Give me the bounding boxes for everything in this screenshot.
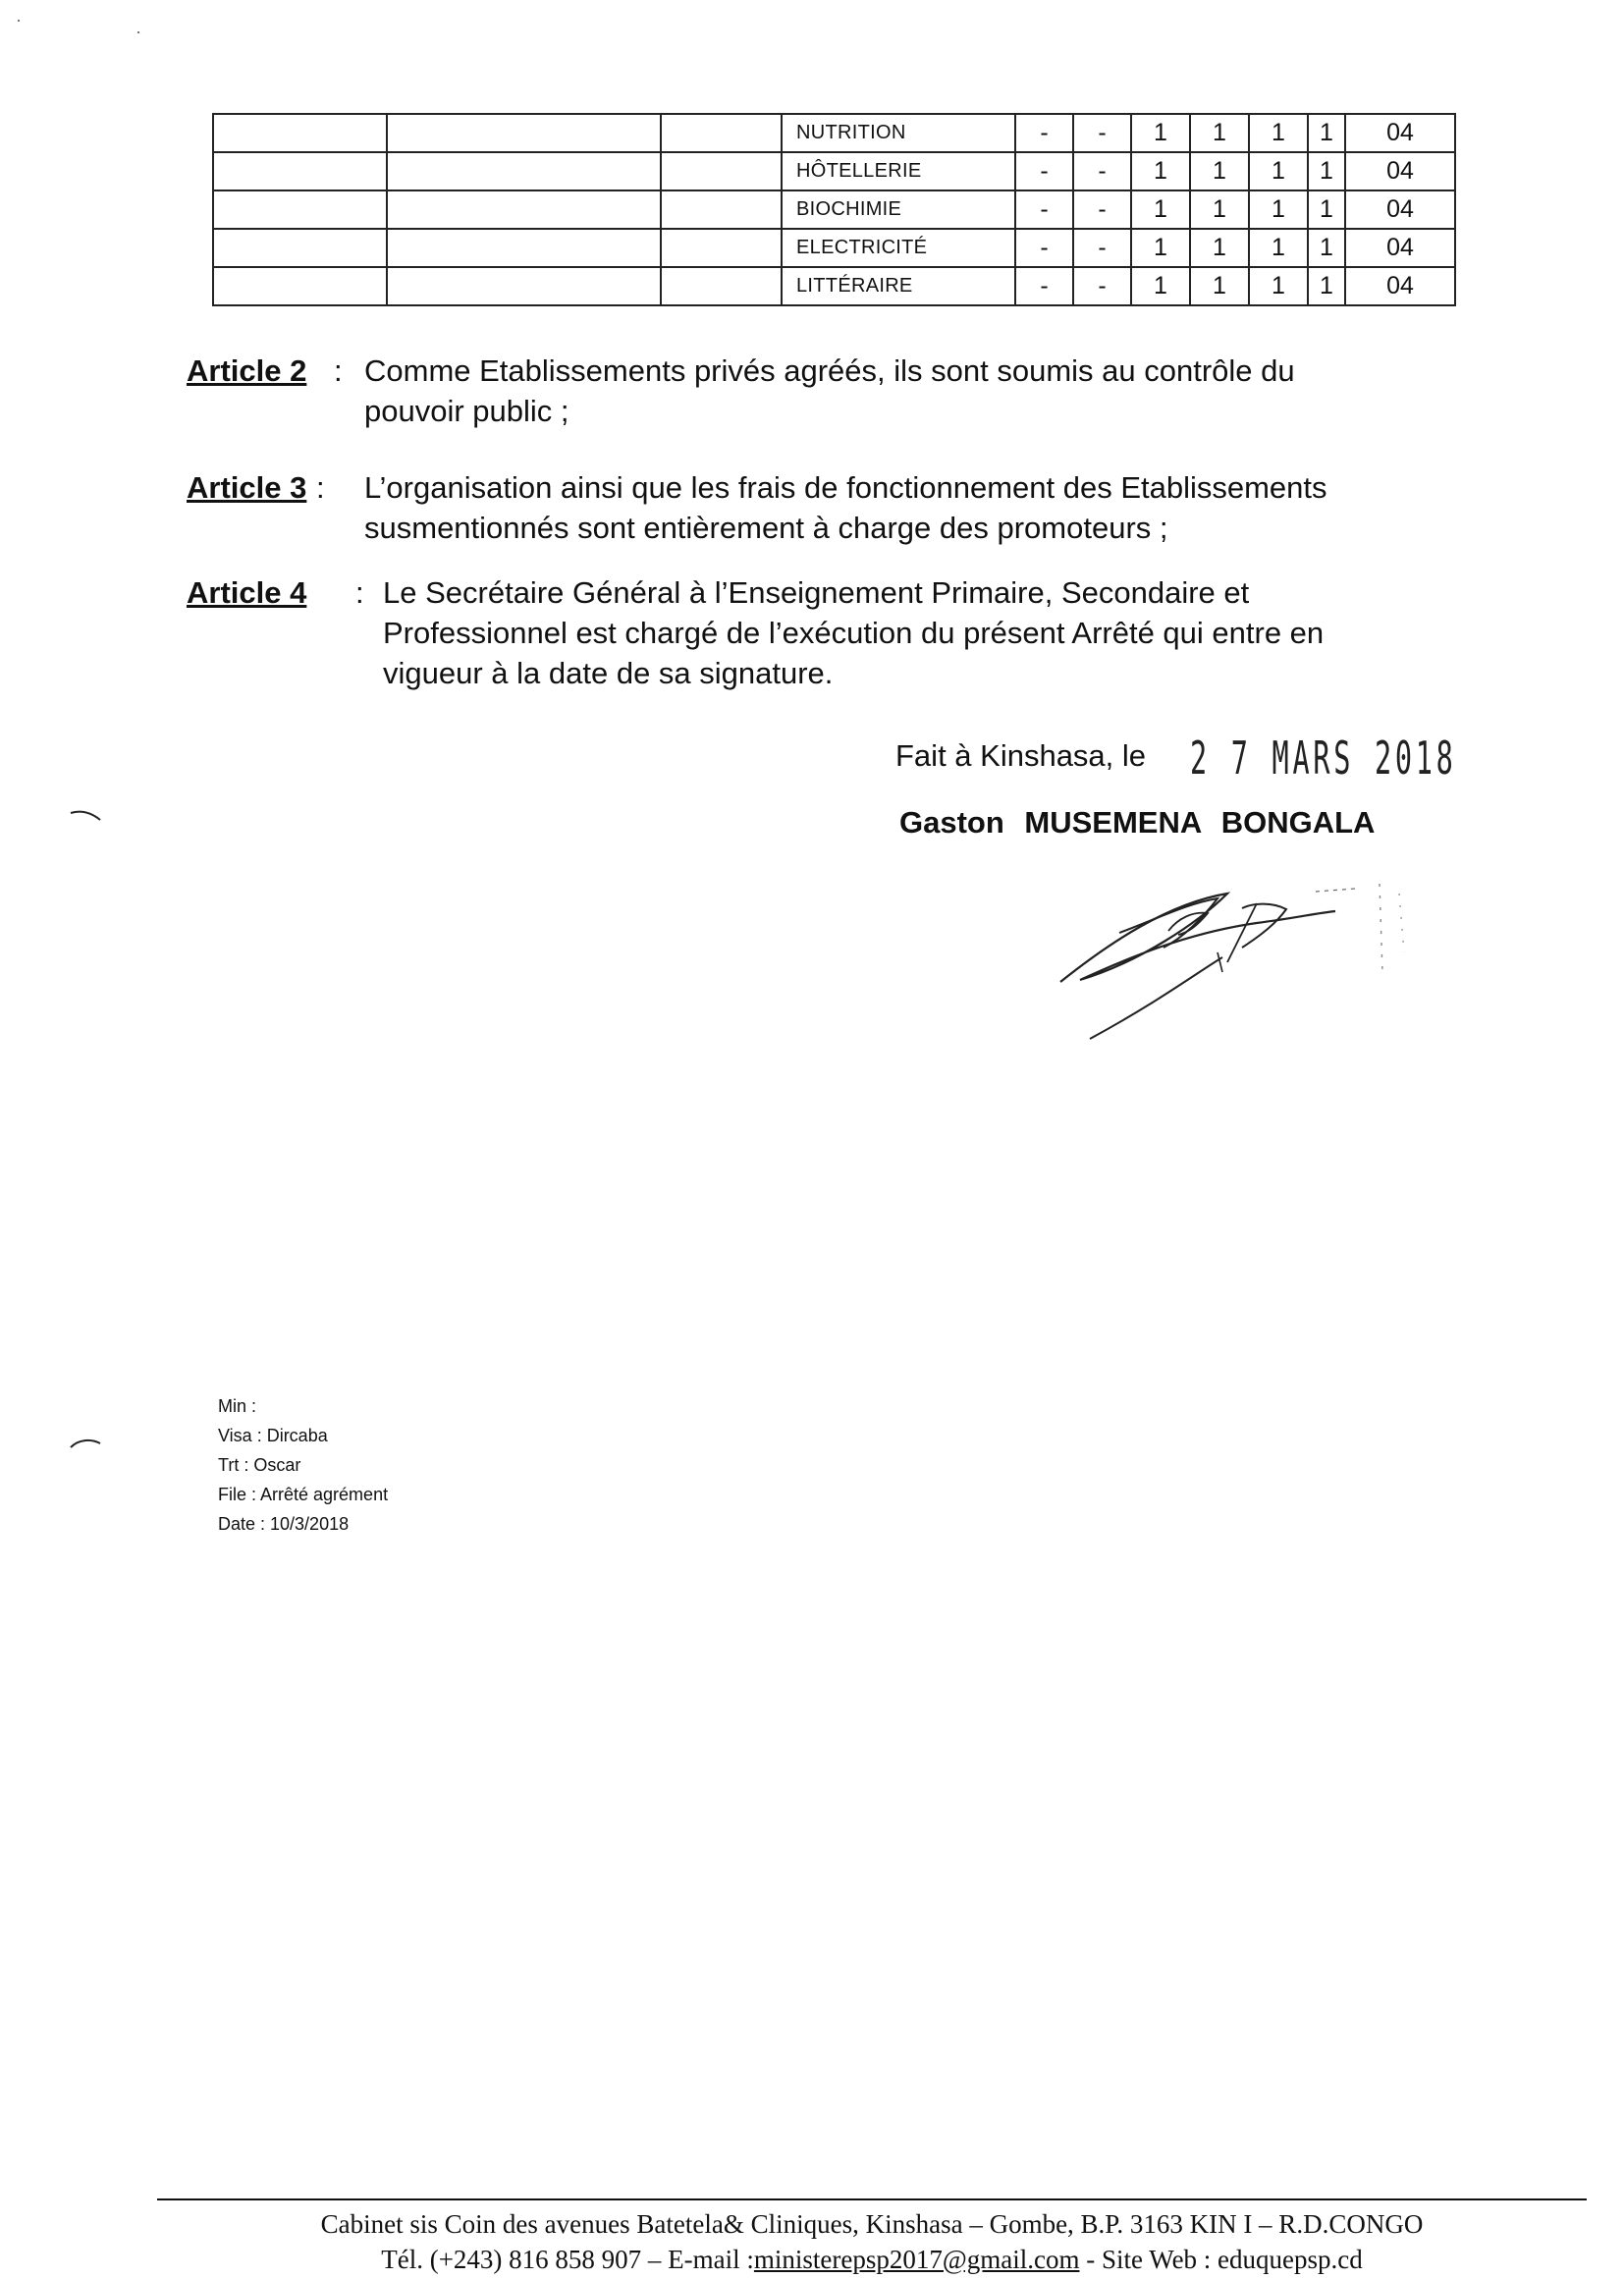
value-cell: 1 — [1308, 267, 1345, 305]
value-cell: 1 — [1131, 114, 1190, 152]
value-cell: 1 — [1308, 114, 1345, 152]
value-cell: 1 — [1308, 152, 1345, 190]
scan-speck — [18, 20, 20, 22]
total-cell: 04 — [1345, 152, 1455, 190]
empty-cell — [213, 152, 387, 190]
value-cell: 1 — [1190, 190, 1249, 229]
file-metadata — [218, 1391, 388, 1539]
article-text-line: Le Secrétaire Général à l’Enseignement Primaire, Secondaire et — [383, 575, 1250, 610]
article-label: Article 2 — [187, 353, 307, 388]
article-text-line: Professionnel est chargé de l’exécution du présent Arrêté qui entre en — [383, 616, 1325, 650]
subject-cell: ELECTRICITÉ — [782, 229, 1015, 267]
footer-website: - Site Web : eduquepsp.cd — [1079, 2245, 1363, 2274]
total-cell: 04 — [1345, 229, 1455, 267]
meta-date: Date : 10/3/2018 — [218, 1514, 350, 1534]
value-cell: 1 — [1249, 114, 1308, 152]
table-row — [213, 190, 1455, 229]
meta-min: Min : — [218, 1396, 257, 1416]
signer-name: Gaston MUSEMENA BONGALA — [899, 805, 1376, 840]
empty-cell — [387, 267, 661, 305]
article-text-line: Comme Etablissements privés agréés, ils sont soumis au contrôle du — [364, 353, 1295, 388]
empty-cell — [213, 229, 387, 267]
subject-cell: NUTRITION — [782, 114, 1015, 152]
article-label: Article 3 — [187, 470, 307, 505]
scan-speck — [137, 31, 139, 33]
footer-address: Cabinet sis Coin des avenues Batetela& Cliniques, Kinshasa – Gombe, B.P. 3163 KIN I – R.D.CONGO — [320, 2209, 1424, 2239]
date-stamp: 2 7 MARS 2018 — [1190, 732, 1457, 785]
value-cell: - — [1015, 267, 1073, 305]
subjects-table — [212, 113, 1456, 306]
value-cell: - — [1073, 152, 1131, 190]
total-cell: 04 — [1345, 190, 1455, 229]
value-cell: - — [1073, 114, 1131, 152]
empty-cell — [213, 267, 387, 305]
total-cell: 04 — [1345, 267, 1455, 305]
footer-contact — [157, 2245, 1587, 2275]
value-cell: - — [1015, 152, 1073, 190]
value-cell: 1 — [1308, 229, 1345, 267]
table-row — [213, 229, 1455, 267]
footer-divider — [157, 2198, 1587, 2200]
meta-trt: Trt : Oscar — [218, 1455, 301, 1475]
value-cell: 1 — [1190, 229, 1249, 267]
empty-cell — [387, 190, 661, 229]
value-cell: 1 — [1308, 190, 1345, 229]
value-cell: - — [1073, 229, 1131, 267]
place-date: Fait à Kinshasa, le — [895, 738, 1147, 773]
empty-cell — [661, 190, 782, 229]
value-cell: 1 — [1249, 152, 1308, 190]
article-text-line: L’organisation ainsi que les frais de fonctionnement des Etablissements — [364, 470, 1327, 505]
value-cell: - — [1015, 229, 1073, 267]
article-separator: : — [334, 353, 343, 388]
footer-email-link[interactable]: ministerepsp2017@gmail.com — [753, 2245, 1080, 2274]
value-cell: 1 — [1190, 267, 1249, 305]
total-cell: 04 — [1345, 114, 1455, 152]
subject-cell: BIOCHIMIE — [782, 190, 1015, 229]
empty-cell — [661, 267, 782, 305]
article-separator: : — [316, 470, 325, 505]
margin-mark — [69, 1436, 102, 1451]
empty-cell — [387, 152, 661, 190]
value-cell: 1 — [1190, 152, 1249, 190]
article-separator: : — [355, 575, 364, 610]
meta-visa: Visa : Dircaba — [218, 1426, 328, 1445]
value-cell: 1 — [1131, 229, 1190, 267]
subject-cell: HÔTELLERIE — [782, 152, 1015, 190]
value-cell: 1 — [1249, 190, 1308, 229]
value-cell: 1 — [1131, 267, 1190, 305]
meta-file: File : Arrêté agrément — [218, 1485, 389, 1504]
empty-cell — [387, 229, 661, 267]
empty-cell — [661, 114, 782, 152]
value-cell: 1 — [1249, 267, 1308, 305]
footer-phone: Tél. (+243) 816 858 907 – E-mail : — [381, 2245, 754, 2274]
empty-cell — [661, 152, 782, 190]
value-cell: - — [1015, 114, 1073, 152]
table-row — [213, 267, 1455, 305]
value-cell: 1 — [1131, 152, 1190, 190]
article-text-line: susmentionnés sont entièrement à charge des promoteurs ; — [364, 511, 1168, 545]
value-cell: - — [1015, 190, 1073, 229]
article-label: Article 4 — [187, 575, 307, 610]
empty-cell — [213, 114, 387, 152]
table-row — [213, 152, 1455, 190]
article-text-line: pouvoir public ; — [364, 394, 569, 428]
handwritten-signature — [1021, 864, 1453, 1051]
value-cell: 1 — [1131, 190, 1190, 229]
table-row — [213, 114, 1455, 152]
article-text-line: vigueur à la date de sa signature. — [383, 656, 834, 690]
value-cell: 1 — [1190, 114, 1249, 152]
empty-cell — [213, 190, 387, 229]
empty-cell — [387, 114, 661, 152]
empty-cell — [661, 229, 782, 267]
value-cell: 1 — [1249, 229, 1308, 267]
value-cell: - — [1073, 267, 1131, 305]
margin-mark — [69, 808, 102, 824]
subject-cell: LITTÉRAIRE — [782, 267, 1015, 305]
value-cell: - — [1073, 190, 1131, 229]
